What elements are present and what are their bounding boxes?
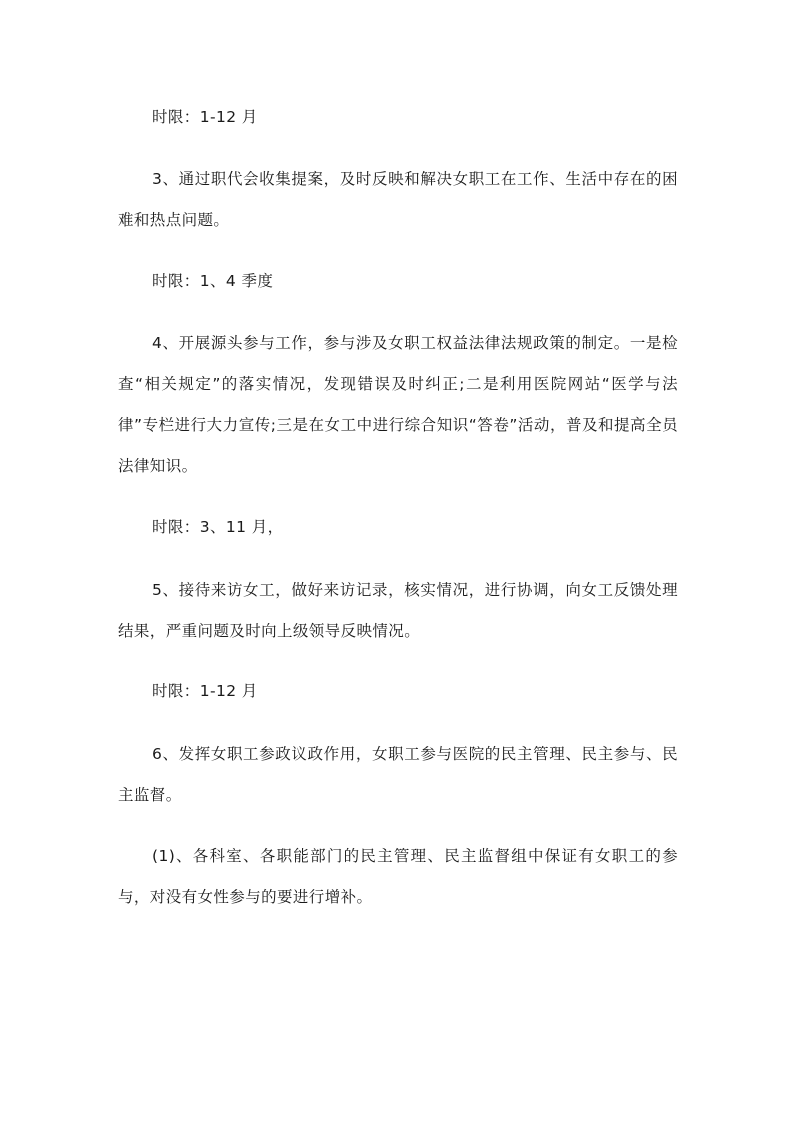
item-6-paragraph: 6、发挥女职工参政议政作用，女职工参与医院的民主管理、民主参与、民主监督。 — [118, 745, 678, 804]
item-5-paragraph: 5、接待来访女工，做好来访记录，核实情况，进行协调，向女工反馈处理结果，严重问题及时向上级领导反映情况。 — [118, 581, 678, 640]
item-6-sub-1-paragraph: (1)、各科室、各职能部门的民主管理、民主监督组中保证有女职工的参与，对没有女性参与的要进行增补。 — [118, 847, 678, 906]
time-limit-line-4: 时限：1-12 月 — [152, 682, 258, 700]
time-limit-line-2: 时限：1、4 季度 — [152, 272, 274, 290]
item-4-paragraph: 4、开展源头参与工作，参与涉及女职工权益法律法规政策的制定。一是检查“相关规定”的落实情况，发现错误及时纠正;二是利用医院网站“医学与法律”专栏进行大力宣传;三是在女工中进行综合知识“答卷”活动，普及和提高全员法律知识。 — [118, 334, 678, 475]
time-limit-line-3: 时限：3、11 月， — [152, 518, 284, 536]
time-limit-line-1: 时限：1-12 月 — [152, 108, 258, 126]
item-3-paragraph: 3、通过职代会收集提案，及时反映和解决女职工在工作、生活中存在的困难和热点问题。 — [118, 170, 678, 229]
